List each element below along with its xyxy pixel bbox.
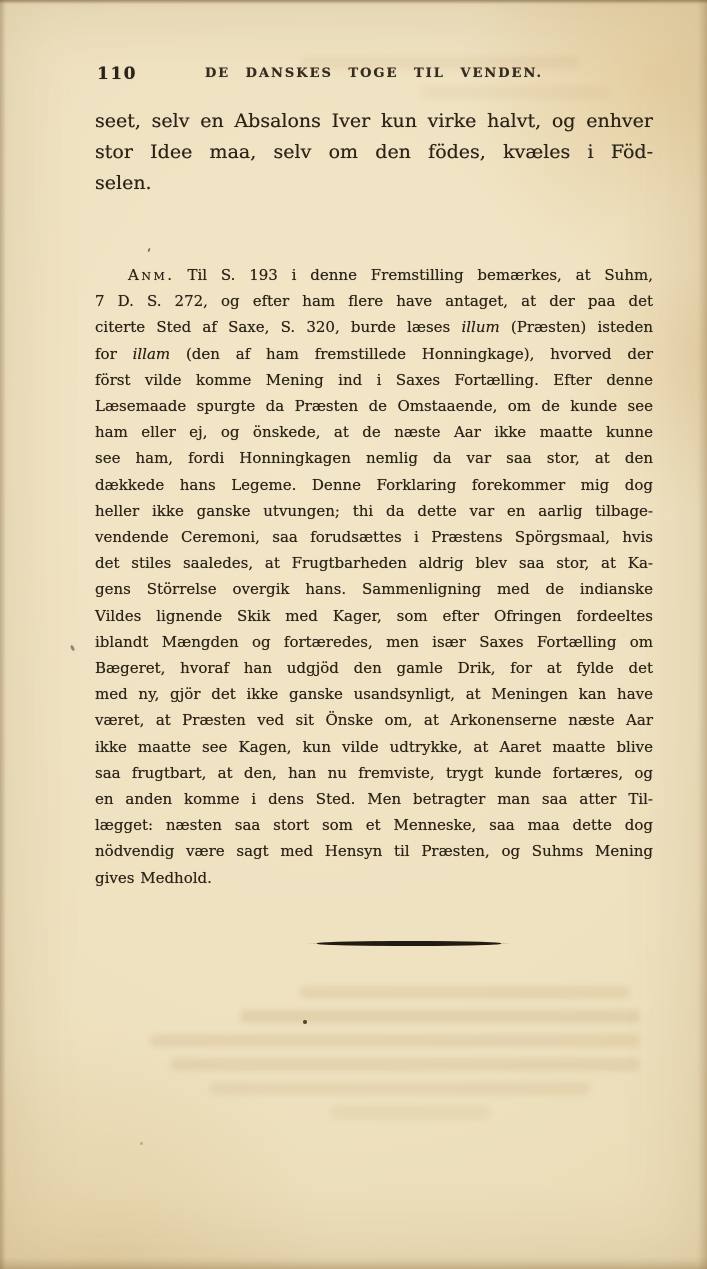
footnote-line: med ny, gjör det ikke ganske usandsynligt, at Meningen kan have bbox=[95, 685, 653, 704]
running-title: DE DANSKES TOGE TIL VENDEN. bbox=[204, 66, 544, 81]
latin-term-italic: illum bbox=[461, 318, 500, 337]
footnote-block bbox=[95, 262, 653, 891]
paper-speck bbox=[70, 645, 76, 652]
paper-speck bbox=[303, 1020, 307, 1024]
footnote-line: först vilde komme Mening ind i Saxes Fortælling. Efter denne bbox=[95, 370, 653, 389]
footnote-text: (den af ham fremstillede Honningkage), hvorved der bbox=[170, 344, 653, 363]
footnote-line: Læsemaade spurgte da Præsten de Omstaaende, om de kunde see bbox=[95, 397, 653, 416]
body-line: stor Idee maa, selv om den födes, kvæles i Föd- bbox=[95, 141, 653, 163]
paper-speck bbox=[147, 248, 150, 252]
footnote-text: for bbox=[95, 344, 133, 363]
ink-bleedthrough bbox=[300, 986, 630, 999]
footnote-line: nödvendig være sagt med Hensyn til Præsten, og Suhms Mening bbox=[95, 842, 653, 861]
footnote-label: Anm. bbox=[128, 266, 175, 284]
ink-bleedthrough bbox=[150, 1034, 640, 1047]
footnote-line: det stiles saaledes, at Frugtbarheden aldrig blev saa stor, at Ka- bbox=[95, 554, 653, 573]
body-paragraph bbox=[95, 106, 653, 199]
ink-bleedthrough bbox=[420, 86, 610, 99]
footnote-line: gens Störrelse overgik hans. Sammenligning med de indianske bbox=[95, 580, 653, 599]
footnote-line: iblandt Mængden og fortæredes, men især Saxes Fortælling om bbox=[95, 632, 653, 651]
latin-term-italic: illam bbox=[132, 344, 171, 363]
footnote-line bbox=[95, 262, 653, 288]
ink-bleedthrough bbox=[240, 1010, 640, 1023]
ink-bleedthrough bbox=[170, 1058, 640, 1071]
footnote-line: gives Medhold. bbox=[95, 868, 212, 887]
ink-bleedthrough bbox=[210, 1082, 590, 1095]
page-number: 110 bbox=[97, 64, 137, 84]
footnote-line: saa frugtbart, at den, han nu fremviste, trygt kunde fortæres, og bbox=[95, 763, 653, 782]
footnote-line: lægget: næsten saa stort som et Menneske, saa maa dette dog bbox=[95, 816, 653, 835]
paper-speck bbox=[140, 1142, 143, 1145]
footnote-text: (Præsten) isteden bbox=[499, 318, 654, 337]
footnote-line: Bægeret, hvoraf han udgjöd den gamle Drik, for at fylde det bbox=[95, 659, 653, 678]
footnote-line: Vildes lignende Skik med Kager, som efter Ofringen fordeeltes bbox=[95, 606, 653, 625]
footnote-line: 7 D. S. 272, og efter ham flere have antaget, at der paa det bbox=[95, 292, 653, 311]
footnote-line: vendende Ceremoni, saa forudsættes i Præstens Spörgsmaal, hvis bbox=[95, 528, 653, 547]
ink-bleedthrough bbox=[330, 1106, 490, 1119]
footnote-line bbox=[95, 314, 653, 340]
footnote-line: see ham, fordi Honningkagen nemlig da var saa stor, at den bbox=[95, 449, 653, 468]
footnote-line: ham eller ej, og önskede, at de næste Aar ikke maatte kunne bbox=[95, 423, 653, 442]
footnote-line: været, at Præsten ved sit Önske om, at Arkonenserne næste Aar bbox=[95, 711, 653, 730]
footnote-line: en anden komme i dens Sted. Men betragter man saa atter Til- bbox=[95, 790, 653, 809]
footnote-text: citerte Sted af Saxe, S. 320, burde læses bbox=[95, 318, 462, 337]
body-line: selen. bbox=[95, 172, 152, 194]
body-line: seet, selv en Absalons Iver kun virke halvt, og enhver bbox=[95, 110, 653, 132]
footnote-line: ikke maatte see Kagen, kun vilde udtrykke, at Aaret maatte blive bbox=[95, 737, 653, 756]
ink-bleedthrough bbox=[300, 56, 580, 69]
footnote-line: dækkede hans Legeme. Denne Forklaring forekommer mig dog bbox=[95, 475, 653, 494]
section-divider-rule bbox=[317, 941, 501, 946]
footnote-line: heller ikke ganske utvungen; thi da dette var en aarlig tilbage- bbox=[95, 501, 653, 520]
footnote-line bbox=[95, 341, 653, 367]
footnote-text: Til S. 193 i denne Fremstilling bemærkes, at Suhm, bbox=[187, 266, 653, 284]
